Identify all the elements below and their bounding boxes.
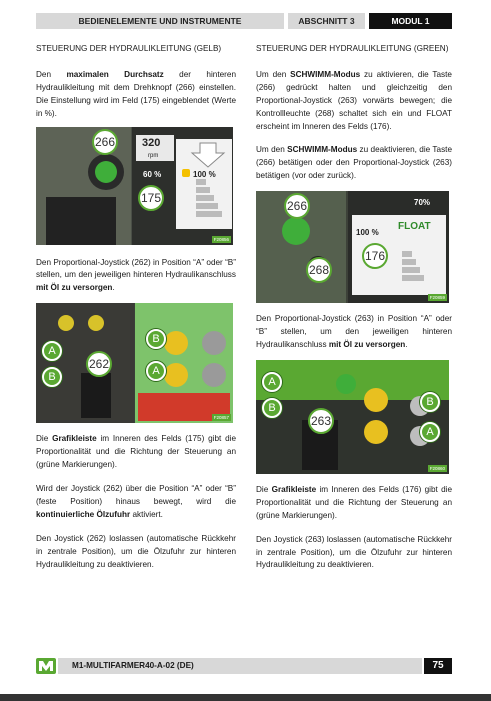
float-label: FLOAT: [398, 221, 431, 233]
bold-run: kontinuierliche Ölzufuhr: [36, 509, 131, 519]
console-photo-1: [36, 127, 233, 245]
figure-f20859: [256, 191, 449, 303]
figure-f20860: [256, 360, 449, 474]
bold-run: Grafikleiste: [52, 434, 97, 444]
logo-mark: [36, 658, 56, 674]
merlo-logo-icon: [36, 658, 56, 674]
marker-b-coupling: B: [420, 392, 440, 412]
callout-266: 266: [92, 129, 118, 155]
left-paragraph-1: [36, 69, 236, 121]
marker-a-coupling: A: [146, 361, 166, 381]
text-run: .: [405, 339, 408, 349]
text-run: zu aktivieren, die Taste (266) gedrückt halten und gleichzeitig den Proportional-Joystick (263) vorwärts bewegen; die Kontrollleuchte (268) schaltet sich ein und FLOAT erscheint im Inneren des Felds (176).: [256, 69, 452, 131]
text-run: Den: [36, 69, 67, 79]
left-paragraph-2: [36, 257, 236, 296]
right-paragraph-1: [256, 69, 452, 134]
callout-263: 263: [308, 408, 334, 434]
bold-run: Grafikleiste: [271, 484, 317, 494]
header-section-number: ABSCHNITT 3: [288, 13, 365, 29]
figure-f20857: [36, 303, 233, 423]
right-column: [256, 43, 452, 572]
text-run: Den Proportional-Joystick (262) in Position “A” oder “B” stellen, um den jeweiligen hinteren Hydraulikanschluss: [36, 257, 236, 280]
bold-run: mit Öl zu versorgen: [328, 339, 406, 349]
figure-code: F20857: [213, 415, 229, 421]
marker-a-coupling: A: [420, 422, 440, 442]
callout-268: 268: [306, 257, 332, 283]
text-run: .: [112, 283, 115, 293]
pct-right: 100 %: [193, 169, 216, 179]
bold-run: maximalen Durchsatz: [66, 69, 164, 79]
figure-code: F20856: [213, 236, 229, 242]
pct-left: 60 %: [143, 169, 162, 179]
text-run: im Inneren des Felds (176) gibt die Proportionalität und die Richtung der Steuerung an (grüne Markierungen).: [256, 484, 453, 520]
viewer-bottom-bar: [0, 694, 491, 701]
figure-f20856: [36, 127, 233, 245]
right-paragraph-3: [256, 313, 452, 352]
marker-b: B: [262, 398, 282, 418]
bold-run: SCHWIMM-Modus: [290, 69, 361, 79]
callout-176: 176: [362, 243, 388, 269]
text-run: Wird der Joystick (262) über die Position “A” oder “B” (feste Position) hinaus bewegt, wird die: [36, 483, 236, 506]
right-paragraph-4: [256, 484, 452, 523]
text-run: Um den: [256, 69, 291, 79]
footer-page-number: 75: [424, 658, 452, 674]
right-paragraph-5: Den Joystick (263) loslassen (automatische Rückkehr in zentrale Position), um die Ölzufuhr zur hinteren Hydraulikleitung zu deaktivieren.: [256, 534, 452, 570]
joystick-photo-2: [256, 360, 449, 474]
left-paragraph-3: [36, 433, 236, 472]
marker-b: B: [42, 367, 62, 387]
rpm-unit: rpm: [148, 152, 159, 159]
left-section-title: STEUERUNG DER HYDRAULIKLEITUNG (GELB): [36, 44, 222, 53]
callout-262: 262: [86, 351, 112, 377]
marker-a: A: [262, 372, 282, 392]
bold-run: mit Öl zu versorgen: [36, 283, 113, 293]
marker-a: A: [42, 341, 62, 361]
bold-run: SCHWIMM-Modus: [287, 145, 358, 155]
text-run: Den Proportional-Joystick (263) in Position “A” oder “B” stellen, um den jeweiligen hinteren Hydraulikanschluss: [256, 314, 452, 349]
text-run: zu deaktivieren, die Taste (266) betätigen oder den Proportional-Joystick (263) betätigen (vor oder zurück).: [256, 145, 452, 181]
text-run: Die: [36, 434, 53, 444]
figure-code: F20859: [429, 295, 445, 301]
left-column: [36, 43, 236, 571]
callout-175: 175: [138, 185, 164, 211]
right-section-title: STEUERUNG DER HYDRAULIKLEITUNG (GREEN): [256, 44, 449, 53]
left-paragraph-4: [36, 483, 236, 522]
header-module: MODUL 1: [369, 13, 452, 29]
left-paragraph-5: Den Joystick (262) loslassen (automatische Rückkehr in zentrale Position), um die Ölzufuhr zur hinteren Hydraulikleitung zu deaktivieren.: [36, 533, 236, 569]
pct-top: 70%: [414, 198, 431, 208]
text-run: der hinteren Hydraulikleitung mit dem Drehknopf (266) einstellen. Die Einstellung wird im Feld (175) eingeblendet (Werte in %).: [36, 69, 237, 118]
footer-doc-code: M1-MULTIFARMER40-A-02 (DE): [58, 658, 422, 674]
text-run: Um den: [256, 145, 288, 155]
header-section-name: BEDIENELEMENTE UND INSTRUMENTE: [36, 13, 284, 29]
callout-266: 266: [284, 193, 310, 219]
pct-left-value: 100 %: [356, 228, 379, 238]
text-run: aktiviert.: [130, 509, 163, 519]
page-footer: [36, 658, 452, 674]
figure-code: F20860: [429, 465, 445, 471]
text-run: Die: [256, 484, 272, 494]
right-paragraph-2: [256, 144, 452, 183]
text-run: im Inneren des Felds (175) gibt die Proportionalität und die Richtung der Steuerung an (grüne Markierungen).: [36, 434, 237, 470]
rpm-value: 320: [142, 136, 161, 149]
marker-b-coupling: B: [146, 329, 166, 349]
joystick-photo-1: [36, 303, 233, 423]
page-header: [36, 13, 452, 29]
